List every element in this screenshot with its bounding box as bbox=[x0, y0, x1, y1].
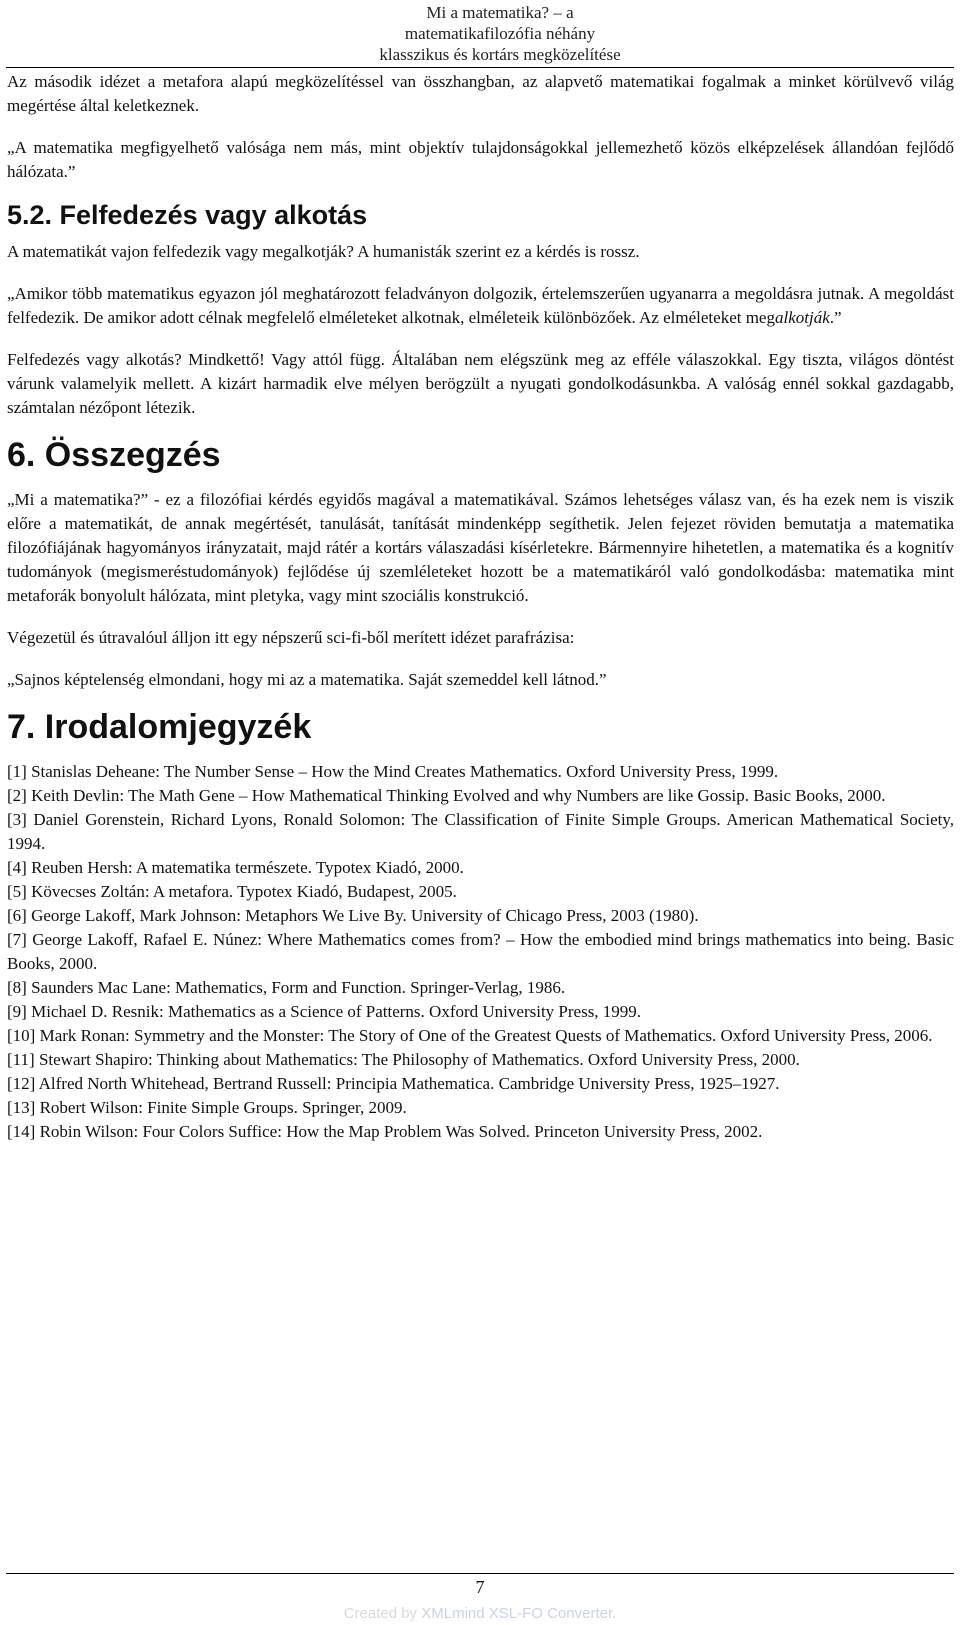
reference-item: [12] Alfred North Whitehead, Bertrand Russell: Principia Mathematica. Cambridge University Press, 1925–1927. bbox=[7, 1074, 780, 1093]
section-6-paragraph-1: „Mi a matematika?” - ez a filozófiai kérdés egyidős magával a matematikával. Számos lehetséges válasz van, és ha ezek nem is viszik előre a matematikát, de annak megértését, tanulását, tanítását mindenképp segíthetik. Jelen fejezet röviden bemutatja a matematika filozófiájának hagyományos irányzatait, majd rátér a kortárs válaszadási kísérletekre. Bármennyire hihetetlen, a matematika és a kognitív tudományok (megismeréstudományok) fejlődése új szemléleteket hozott be a matematikáról való gondolkodásba: matematika mint metaforák bonyolult hálózata, mint pletyka, vagy mint szociális konstrukció. bbox=[7, 490, 954, 605]
quote-italic-word: alkotják bbox=[774, 308, 830, 327]
reference-item: [3] Daniel Gorenstein, Richard Lyons, Ronald Solomon: The Classification of Finite Simple Groups. American Mathematical Society, 1994. bbox=[7, 810, 954, 853]
reference-item: [10] Mark Ronan: Symmetry and the Monster: The Story of One of the Greatest Quests of Mathematics. Oxford University Press, 2006. bbox=[7, 1026, 933, 1045]
reference-item: [9] Michael D. Resnik: Mathematics as a Science of Patterns. Oxford University Press, 1999. bbox=[7, 1002, 642, 1021]
page-number: 7 bbox=[475, 1577, 485, 1597]
reference-item: [11] Stewart Shapiro: Thinking about Mathematics: The Philosophy of Mathematics. Oxford University Press, 2000. bbox=[7, 1050, 800, 1069]
quote-end: .” bbox=[829, 308, 842, 327]
running-header bbox=[370, 2, 630, 65]
section-5-2-paragraph-1: A matematikát vajon felfedezik vagy megalkotják? A humanisták szerint ez a kérdés is rossz. bbox=[7, 242, 640, 261]
section-5-2-title: 5.2. Felfedezés vagy alkotás bbox=[7, 200, 368, 230]
reference-item: [8] Saunders Mac Lane: Mathematics, Form and Function. Springer-Verlag, 1986. bbox=[7, 978, 566, 997]
section-6-title: 6. Összegzés bbox=[7, 436, 221, 474]
reference-list bbox=[7, 760, 954, 1144]
intro-paragraph: Az második idézet a metafora alapú megközelítéssel van összhangban, az alapvető matematikai fogalmak a minket körülvevő világ megértése által keletkeznek. bbox=[7, 72, 954, 115]
section-6-paragraph-2: Végezetül és útravalóul álljon itt egy népszerű sci-fi-ből merített idézet parafrázisa: bbox=[7, 628, 575, 647]
converter-link[interactable]: XMLmind XSL-FO Converter. bbox=[421, 1605, 617, 1622]
reference-item: [4] Reuben Hersh: A matematika természete. Typotex Kiadó, 2000. bbox=[7, 858, 464, 877]
reference-item: [13] Robert Wilson: Finite Simple Groups. Springer, 2009. bbox=[7, 1098, 407, 1117]
running-header-line-3: klasszikus és kortárs megközelítése bbox=[379, 45, 621, 64]
running-header-line-2: matematikafilozófia néhány bbox=[404, 24, 596, 43]
quote-text: „Amikor több matematikus egyazon jól meghatározott feladványon dolgozik, értelemszerűen ugyanarra a megoldásra jutnak. A megoldást felfedezik. De amikor adott célnak megfelelő elméleteket alkotnak, elméleteik különbözőek. Az elméleteket meg bbox=[7, 284, 954, 327]
footer-rule bbox=[6, 1573, 954, 1574]
created-by-text: Created by bbox=[343, 1605, 418, 1622]
running-header-line-1: Mi a matematika? – a bbox=[426, 3, 574, 22]
section-5-2-quote bbox=[7, 282, 954, 330]
reference-item: [14] Robin Wilson: Four Colors Suffice: How the Map Problem Was Solved. Princeton University Press, 2002. bbox=[7, 1122, 763, 1141]
reference-item: [7] George Lakoff, Rafael E. Núnez: Where Mathematics comes from? – How the embodied mind brings mathematics into being. Basic Books, 2000. bbox=[7, 930, 954, 973]
intro-quote: „A matematika megfigyelhető valósága nem más, mint objektív tulajdonságokkal jellemezhető közös elképzelések állandóan fejlődő hálózata.” bbox=[7, 138, 954, 181]
section-6-quote: „Sajnos képtelenség elmondani, hogy mi az a matematika. Saját szemeddel kell látnod.” bbox=[7, 670, 607, 689]
creator-watermark bbox=[0, 1605, 960, 1622]
reference-item: [1] Stanislas Deheane: The Number Sense – How the Mind Creates Mathematics. Oxford University Press, 1999. bbox=[7, 762, 779, 781]
reference-item: [2] Keith Devlin: The Math Gene – How Mathematical Thinking Evolved and why Numbers are like Gossip. Basic Books, 2000. bbox=[7, 786, 886, 805]
page-content bbox=[7, 70, 954, 1144]
reference-item: [6] George Lakoff, Mark Johnson: Metaphors We Live By. University of Chicago Press, 2003 (1980). bbox=[7, 906, 699, 925]
section-5-2-paragraph-2: Felfedezés vagy alkotás? Mindkettő! Vagy attól függ. Általában nem elégszünk meg az efféle válaszokkal. Egy tiszta, világos döntést várunk valamelyik mellett. A kizárt harmadik elve mélyen berögzült a nyugati gondolkodásunkba. A valóság ennél sokkal gazdagabb, számtalan nézőpont létezik. bbox=[7, 350, 954, 417]
section-7-title: 7. Irodalomjegyzék bbox=[7, 708, 312, 746]
reference-item: [5] Kövecses Zoltán: A metafora. Typotex Kiadó, Budapest, 2005. bbox=[7, 882, 457, 901]
header-rule bbox=[6, 67, 954, 68]
